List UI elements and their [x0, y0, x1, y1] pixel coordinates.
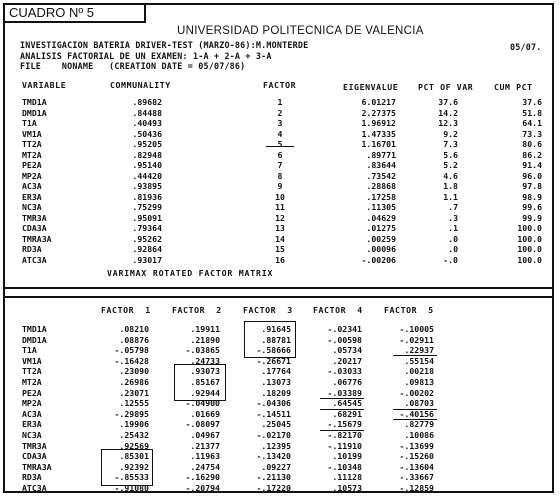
loading-cell: -.13699 [399, 440, 434, 451]
loading-cell: -.82170 [327, 429, 362, 440]
loading-cell: -.91080 [114, 482, 149, 493]
factor-number-cell: 11 [275, 202, 285, 212]
cum-pct-cell: 100.0 [517, 233, 542, 244]
loading-cell: .11963 [190, 451, 220, 462]
cum-pct-cell: 80.6 [522, 139, 542, 149]
table1-cum-column [504, 97, 542, 265]
loading-cell: -.15679 [327, 419, 362, 430]
communality-cell: .89682 [132, 97, 162, 107]
pct-var-cell: 5.6 [443, 149, 458, 160]
loading-cell: .82779 [404, 419, 434, 430]
pct-var-cell: .3 [448, 212, 458, 223]
communality-cell: .95091 [132, 212, 162, 223]
loading-cell: .23090 [119, 366, 149, 377]
communality-cell: .93017 [132, 254, 162, 265]
loading-cell: -.13604 [399, 461, 434, 472]
cum-pct-cell: 98.9 [522, 191, 542, 202]
loading-cell: .08210 [119, 324, 149, 334]
eigenvalue-cell: .89771 [366, 149, 396, 160]
loading-cell: .12555 [119, 398, 149, 409]
variable-cell: ER3A [22, 191, 42, 202]
table1-communality-column [118, 97, 162, 265]
factor-cutoff-underline [266, 146, 294, 147]
communality-cell: .95262 [132, 233, 162, 244]
table1-factor-column [268, 97, 292, 265]
loading-cell: -.02911 [399, 334, 434, 345]
eigenvalue-cell: .00259 [366, 233, 396, 244]
pct-var-cell: 37.6 [438, 97, 458, 107]
loading-cell: .92392 [119, 461, 149, 472]
variable-cell: ER3A [22, 419, 42, 430]
loading-cell: .08703 [404, 398, 434, 409]
university-title: UNIVERSIDAD POLITECNICA DE VALENCIA [177, 25, 424, 37]
factor-number-cell: 6 [277, 149, 283, 160]
loading-cell: .24754 [190, 461, 220, 472]
cum-pct-cell: 97.8 [522, 181, 542, 191]
pct-var-cell: 5.2 [443, 160, 458, 170]
cum-pct-cell: 91.4 [522, 160, 542, 170]
eigenvalue-cell: -.00206 [361, 254, 396, 265]
factor-number-cell: 13 [275, 223, 285, 233]
cum-pct-cell: 37.6 [522, 97, 542, 107]
pct-var-cell: 1.1 [443, 191, 458, 202]
investigation-line: INVESTIGACION BATERIA DRIVER-TEST (MARZO-86):M.MONTERDE [20, 40, 309, 50]
variable-cell: PE2A [22, 160, 42, 170]
eigenvalue-cell: 6.01217 [361, 97, 396, 107]
cum-pct-cell: 100.0 [517, 223, 542, 233]
header-factor-5: FACTOR 5 [384, 305, 434, 315]
pct-var-cell: 1.8 [443, 181, 458, 191]
loading-cell: .55154 [404, 355, 434, 366]
loading-cell: .68291 [332, 408, 362, 419]
variable-cell: TT2A [22, 366, 42, 377]
eigenvalue-cell: 1.96912 [361, 118, 396, 128]
variable-cell: DMD1A [22, 334, 47, 345]
loading-cell: .85167 [190, 376, 220, 387]
factor4-underline-mp2a [320, 398, 364, 399]
factor5-underline-vm1a [393, 355, 437, 356]
variable-cell: CDA3A [22, 451, 47, 462]
variable-cell: MT2A [22, 376, 42, 387]
factor-number-cell: 16 [275, 254, 285, 265]
loading-cell: .88781 [261, 334, 291, 345]
loading-cell: .08876 [119, 334, 149, 345]
loading-cell: -.40156 [399, 408, 434, 419]
factor3-loading-box [244, 321, 296, 358]
pct-var-cell: 14.2 [438, 107, 458, 118]
factor4-underline-nc3a [320, 430, 364, 431]
header-eigenvalue: EIGENVALUE [343, 82, 399, 92]
loading-cell: .26986 [119, 376, 149, 387]
communality-cell: .79364 [132, 223, 162, 233]
varimax-title: VARIMAX ROTATED FACTOR MATRIX [107, 268, 274, 278]
variable-cell: TMD1A [22, 324, 47, 334]
variable-cell: DMD1A [22, 107, 47, 118]
pct-var-cell: 7.3 [443, 139, 458, 149]
loading-cell: -.21130 [256, 472, 291, 483]
factor2-loading-box [174, 364, 226, 401]
header-communality: COMMUNALITY [110, 80, 171, 90]
communality-cell: .95205 [132, 139, 162, 149]
table1-variable-column [22, 97, 52, 265]
table2-factor2-column [174, 324, 220, 494]
factor-number-cell: 1 [277, 97, 283, 107]
date-fragment: 05/07. [510, 42, 542, 52]
communality-cell: .50436 [132, 128, 162, 139]
variable-cell: AC3A [22, 408, 42, 419]
loading-cell: -.10005 [399, 324, 434, 334]
loading-cell: -.03033 [327, 366, 362, 377]
communality-cell: .40493 [132, 118, 162, 128]
loading-cell: .17764 [261, 366, 291, 377]
header-cum-pct: CUM PCT [494, 82, 533, 92]
variable-cell: VM1A [22, 128, 42, 139]
factor-number-cell: 15 [275, 244, 285, 254]
header-factor-4: FACTOR 4 [313, 305, 363, 315]
loading-cell: -.00598 [327, 334, 362, 345]
cum-pct-cell: 73.3 [522, 128, 542, 139]
loading-cell: .06776 [332, 376, 362, 387]
variable-cell: MP2A [22, 398, 42, 409]
loading-cell: .10199 [332, 451, 362, 462]
communality-cell: .84488 [132, 107, 162, 118]
table1-pct-column [420, 97, 458, 265]
loading-cell: -.14511 [256, 408, 291, 419]
loading-cell: -.04306 [256, 398, 291, 409]
variable-cell: MP2A [22, 170, 42, 181]
header-pct-of-var: PCT OF VAR [418, 82, 474, 92]
communality-cell: .81936 [132, 191, 162, 202]
loading-cell: -.33667 [399, 472, 434, 483]
variable-cell: T1A [22, 345, 37, 356]
factor-number-cell: 12 [275, 212, 285, 223]
eigenvalue-cell: .73542 [366, 170, 396, 181]
factor5-underline-er3a [393, 419, 437, 420]
table1-eigenvalue-column [343, 97, 396, 265]
header-factor: FACTOR [263, 80, 297, 90]
loading-cell: .10573 [332, 482, 362, 493]
eigenvalue-cell: .01275 [366, 223, 396, 233]
loading-cell: -.29895 [114, 408, 149, 419]
loading-cell: -.11910 [327, 440, 362, 451]
variable-cell: ATC3A [22, 254, 47, 265]
factor-number-cell: 14 [275, 233, 285, 244]
loading-cell: -.02170 [256, 429, 291, 440]
eigenvalue-cell: 1.47335 [361, 128, 396, 139]
loading-cell: .00218 [404, 366, 434, 377]
variable-cell: AC3A [22, 181, 42, 191]
file-line: FILE NONAME (CREATION DATE = 05/07/86) [20, 61, 246, 71]
loading-cell: -.02341 [327, 324, 362, 334]
loading-cell: -.16428 [114, 355, 149, 366]
loading-cell: -.16290 [185, 472, 220, 483]
header-variable: VARIABLE [22, 80, 67, 90]
variable-cell: RD3A [22, 472, 42, 483]
factor4-underline-ac3a [320, 409, 364, 410]
pct-var-cell: -.0 [443, 254, 458, 265]
loading-cell: .21377 [190, 440, 220, 451]
analysis-line: ANALISIS FACTORIAL DE UN EXAMEN: 1-A + 2-A + 3-A [20, 51, 272, 61]
loading-cell: .22937 [404, 345, 434, 356]
factor-number-cell: 2 [277, 107, 283, 118]
factor-number-cell: 5 [277, 139, 283, 149]
eigenvalue-cell: .00096 [366, 244, 396, 254]
communality-cell: .95140 [132, 160, 162, 170]
loading-cell: .64545 [332, 398, 362, 409]
pct-var-cell: 12.3 [438, 118, 458, 128]
header-factor-3: FACTOR 3 [243, 305, 293, 315]
section-separator [5, 287, 552, 298]
loading-cell: -.03865 [185, 345, 220, 356]
header-factor-1: FACTOR 1 [101, 305, 151, 315]
pct-var-cell: 4.6 [443, 170, 458, 181]
loading-cell: -.10348 [327, 461, 362, 472]
cum-pct-cell: 64.1 [522, 118, 542, 128]
pct-var-cell: 9.2 [443, 128, 458, 139]
loading-cell: .24733 [190, 355, 220, 366]
factor-number-cell: 10 [275, 191, 285, 202]
eigenvalue-cell: .11305 [366, 202, 396, 212]
communality-cell: .93895 [132, 181, 162, 191]
loading-cell: .13073 [261, 376, 291, 387]
loading-cell: .91645 [261, 324, 291, 334]
loading-cell: -.13420 [256, 451, 291, 462]
loading-cell: .93073 [190, 366, 220, 377]
loading-cell: .01669 [190, 408, 220, 419]
loading-cell: .85301 [119, 451, 149, 462]
caption-label: CUADRO Nº 5 [3, 3, 146, 23]
variable-cell: TT2A [22, 139, 42, 149]
variable-cell: CDA3A [22, 223, 47, 233]
communality-cell: .92864 [132, 244, 162, 254]
eigenvalue-cell: 2.27375 [361, 107, 396, 118]
header-factor-2: FACTOR 2 [172, 305, 222, 315]
cum-pct-cell: 99.9 [522, 212, 542, 223]
loading-cell: .11128 [332, 472, 362, 483]
loading-cell: .12395 [261, 440, 291, 451]
loading-cell: -.58666 [256, 345, 291, 356]
loading-cell: .10086 [404, 429, 434, 440]
loading-cell: .20217 [332, 355, 362, 366]
variable-cell: NC3A [22, 429, 42, 440]
loading-cell: .25045 [261, 419, 291, 430]
loading-cell: -.04900 [185, 398, 220, 409]
pct-var-cell: .0 [448, 233, 458, 244]
loading-cell: .09813 [404, 376, 434, 387]
communality-cell: .44420 [132, 170, 162, 181]
cum-pct-cell: 86.2 [522, 149, 542, 160]
loading-cell: -.26671 [256, 355, 291, 366]
variable-cell: PE2A [22, 387, 42, 398]
loading-cell: -.15260 [399, 451, 434, 462]
eigenvalue-cell: .83644 [366, 160, 396, 170]
loading-cell: -.17220 [256, 482, 291, 493]
variable-cell: VM1A [22, 355, 42, 366]
loading-cell: .23071 [119, 387, 149, 398]
variable-cell: TMD1A [22, 97, 47, 107]
factor-number-cell: 3 [277, 118, 283, 128]
variable-cell: TMRA3A [22, 233, 52, 244]
loading-cell: -.05798 [114, 345, 149, 356]
loading-cell: .25432 [119, 429, 149, 440]
loading-cell: -.00202 [399, 387, 434, 398]
loading-cell: .18209 [261, 387, 291, 398]
variable-cell: TMR3A [22, 212, 47, 223]
cum-pct-cell: 100.0 [517, 244, 542, 254]
loading-cell: -.03389 [327, 387, 362, 398]
loading-cell: -.08097 [185, 419, 220, 430]
variable-cell: RD3A [22, 244, 42, 254]
loading-cell: -.12859 [399, 482, 434, 493]
variable-cell: T1A [22, 118, 37, 128]
loading-cell: -.85533 [114, 472, 149, 483]
variable-cell: ATC3A [22, 482, 47, 493]
loading-cell: .19906 [119, 419, 149, 430]
factor5-underline-ac3a [393, 409, 437, 410]
loading-cell: .92944 [190, 387, 220, 398]
variable-cell: TMRA3A [22, 461, 52, 472]
cum-pct-cell: 51.8 [522, 107, 542, 118]
factor-number-cell: 8 [277, 170, 283, 181]
table2-variable-column [22, 324, 52, 494]
loading-cell: .09227 [261, 461, 291, 472]
eigenvalue-cell: .04629 [366, 212, 396, 223]
loading-cell: .19911 [190, 324, 220, 334]
variable-cell: NC3A [22, 202, 42, 212]
pct-var-cell: .1 [448, 223, 458, 233]
cum-pct-cell: 96.0 [522, 170, 542, 181]
factor-number-cell: 9 [277, 181, 283, 191]
loading-cell: .04967 [190, 429, 220, 440]
pct-var-cell: .0 [448, 244, 458, 254]
eigenvalue-cell: .17258 [366, 191, 396, 202]
communality-cell: .75299 [132, 202, 162, 212]
cum-pct-cell: 100.0 [517, 254, 542, 265]
loading-cell: .05734 [332, 345, 362, 356]
factor1-loading-box [101, 449, 153, 486]
factor-number-cell: 7 [277, 160, 283, 170]
communality-cell: .82948 [132, 149, 162, 160]
loading-cell: .21890 [190, 334, 220, 345]
variable-cell: MT2A [22, 149, 42, 160]
cum-pct-cell: 99.6 [522, 202, 542, 212]
loading-cell: .92569 [119, 440, 149, 451]
eigenvalue-cell: 1.16701 [361, 139, 396, 149]
eigenvalue-cell: .28868 [366, 181, 396, 191]
factor-number-cell: 4 [277, 128, 283, 139]
variable-cell: TMR3A [22, 440, 47, 451]
pct-var-cell: .7 [448, 202, 458, 212]
loading-cell: -.20794 [185, 482, 220, 493]
